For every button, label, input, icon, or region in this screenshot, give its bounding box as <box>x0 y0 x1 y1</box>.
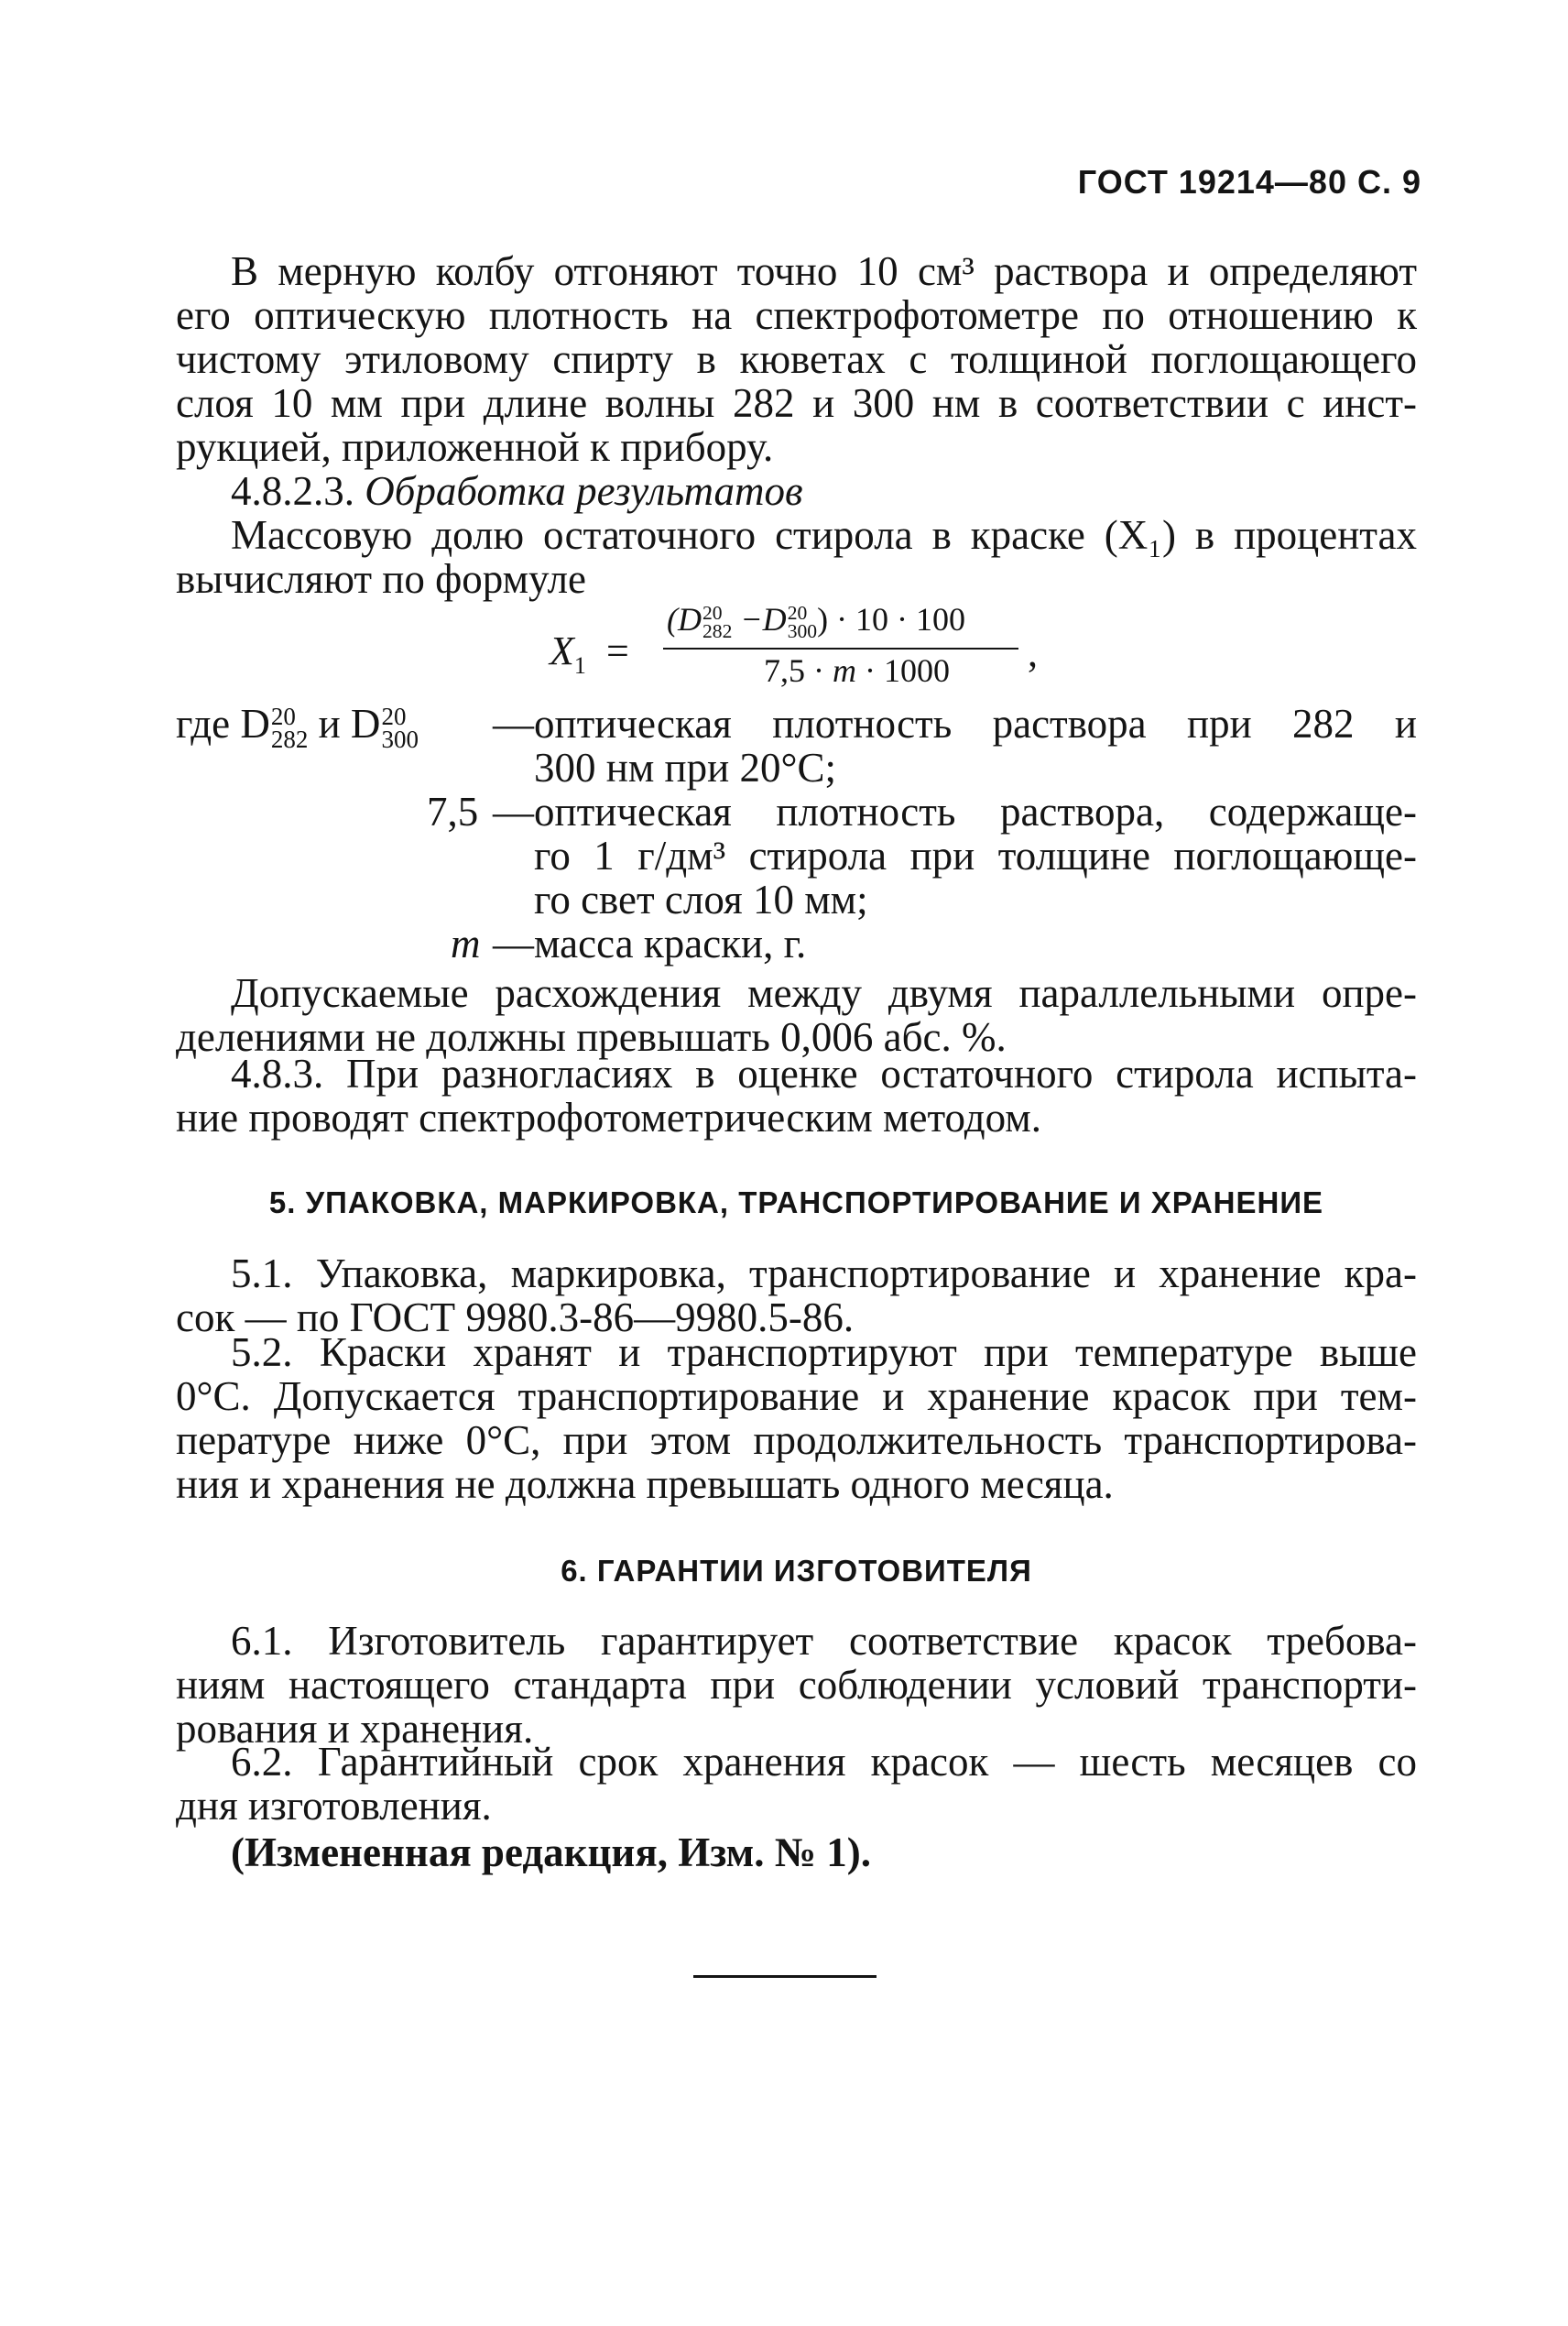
paragraph-6-1 <box>176 1619 1417 1751</box>
paragraph-5-1 <box>176 1251 1417 1339</box>
legend-definition-7-5 <box>534 790 1417 922</box>
legend-text: где D <box>176 701 270 747</box>
formula-index <box>381 703 419 753</box>
formula-sup: 20 <box>270 703 296 731</box>
legend-symbol-m: m <box>451 921 481 966</box>
formula-index <box>787 602 818 642</box>
text-line: рукцией, приложенной к прибору. <box>176 424 774 470</box>
legend-dash: — <box>493 701 534 747</box>
formula-x1 <box>550 600 1044 701</box>
formula-text: ) · 10 · 100 <box>817 601 966 638</box>
text-line: ния и хранения не должна превышать одного месяца. <box>176 1461 1114 1507</box>
legend-dash: — <box>493 789 534 835</box>
legend-dash: — <box>493 921 534 966</box>
text-line: оптическая плотность раствора при 282 и <box>534 701 1417 747</box>
text-line: ние проводят спектрофотометрическим методом. <box>176 1095 1042 1141</box>
formula-text: m <box>833 652 856 689</box>
text-line: вычисляют по формуле <box>176 556 587 602</box>
text-line: го 1 г/дм³ стирола при толщине поглощающе- <box>534 833 1417 879</box>
text-line: 6.1. Изготовитель гарантирует соответствие красок требова- <box>231 1618 1417 1664</box>
formula-text: · 1000 <box>856 652 950 689</box>
formula-symbol: X <box>550 628 574 673</box>
text-line: го свет слоя 10 мм; <box>534 877 868 923</box>
formula-sup: 20 <box>787 602 808 625</box>
legend-definition-d <box>534 702 1417 790</box>
formula-index <box>270 703 309 753</box>
text-line: 4.8.3. При разногласиях в оценке остаточного стирола испыта- <box>231 1051 1417 1097</box>
text-line: 0°С. Допускается транспортирование и хранение красок при тем- <box>176 1373 1417 1419</box>
formula-sup: 20 <box>381 703 407 731</box>
paragraph-distillation <box>176 249 1417 469</box>
formula-sup: 20 <box>702 602 723 625</box>
text-line: 5.2. Краски хранят и транспортируют при температуре выше <box>231 1329 1417 1375</box>
formula-equals: = <box>606 628 629 673</box>
formula-text: −D <box>732 601 787 638</box>
text-line: (Измененная редакция, Изм. № 1). <box>231 1829 872 1875</box>
text-line: рования и хранения. <box>176 1706 534 1752</box>
formula-numerator <box>667 600 965 640</box>
formula-text: 7,5 · <box>764 652 833 689</box>
formula-index <box>702 602 733 642</box>
legend-definition-m <box>534 922 1417 966</box>
paragraph-5-2 <box>176 1330 1417 1506</box>
paragraph-tolerance <box>176 971 1417 1059</box>
paragraph-4-8-3 <box>176 1052 1417 1140</box>
paragraph-6-2 <box>176 1740 1417 1828</box>
section-number: 4.8.2.3. <box>231 468 354 514</box>
formula-subscript: 1 <box>573 651 586 679</box>
text-line: 5.1. Упаковка, маркировка, транспортирование и хранение кра- <box>231 1250 1417 1296</box>
text-line: ниям настоящего стандарта при соблюдении условий транспорти- <box>176 1662 1417 1708</box>
amendment-note <box>176 1830 1417 1874</box>
text-line: 300 нм при 20°С; <box>534 745 836 791</box>
end-rule <box>693 1975 877 1978</box>
text-line: В мерную колбу отгоняют точно 10 см³ раствора и определяют <box>231 248 1417 294</box>
text-line: делениями не должны превышать 0,006 абс. %. <box>176 1014 1007 1060</box>
fraction-bar <box>663 648 1018 650</box>
text-line: дня изготовления. <box>176 1783 492 1829</box>
legend-symbol-d <box>176 701 419 753</box>
legend-symbol-7-5: 7,5 <box>427 789 479 835</box>
section-heading-line <box>176 469 1417 513</box>
section-5-heading: 5. УПАКОВКА, МАРКИРОВКА, ТРАНСПОРТИРОВАНИЕ И ХРАНЕНИЕ <box>268 1185 1324 1219</box>
text-line: сок — по ГОСТ 9980.3-86—9980.5-86. <box>176 1294 855 1340</box>
section-4-8-2-3 <box>176 469 1417 601</box>
text-line: масса краски, г. <box>534 921 807 966</box>
formula-denominator <box>764 651 950 690</box>
formula-comma: , <box>1028 630 1038 675</box>
formula-sub: 300 <box>787 619 818 642</box>
text-line: Массовую долю остаточного стирола в краске (X₁) в процентах <box>231 512 1417 558</box>
page-header: ГОСТ 19214—80 С. 9 <box>1077 163 1421 201</box>
text-line: слоя 10 мм при длине волны 282 и 300 нм в соответствии с инст- <box>176 380 1417 426</box>
text-line: его оптическую плотность на спектрофотометре по отношению к <box>176 292 1417 338</box>
formula-sub: 300 <box>381 725 419 753</box>
legend-text: и D <box>318 701 381 747</box>
text-line: Допускаемые расхождения между двумя параллельными опре- <box>231 970 1417 1016</box>
formula-sub: 282 <box>702 619 733 642</box>
formula-sub: 282 <box>270 725 309 753</box>
formula-lhs <box>550 628 586 680</box>
text-line: чистому этиловому спирту в кюветах с толщиной поглощающего <box>176 336 1417 382</box>
text-line: пературе ниже 0°С, при этом продолжительность транспортирова- <box>176 1417 1417 1463</box>
text-line: 6.2. Гарантийный срок хранения красок — шесть месяцев со <box>231 1739 1417 1785</box>
text-line: оптическая плотность раствора, содержаще- <box>534 789 1417 835</box>
section-title: Обработка результатов <box>365 468 803 514</box>
formula-text: (D <box>667 601 702 638</box>
section-6-heading: 6. ГАРАНТИИ ИЗГОТОВИТЕЛЯ <box>561 1554 1032 1588</box>
